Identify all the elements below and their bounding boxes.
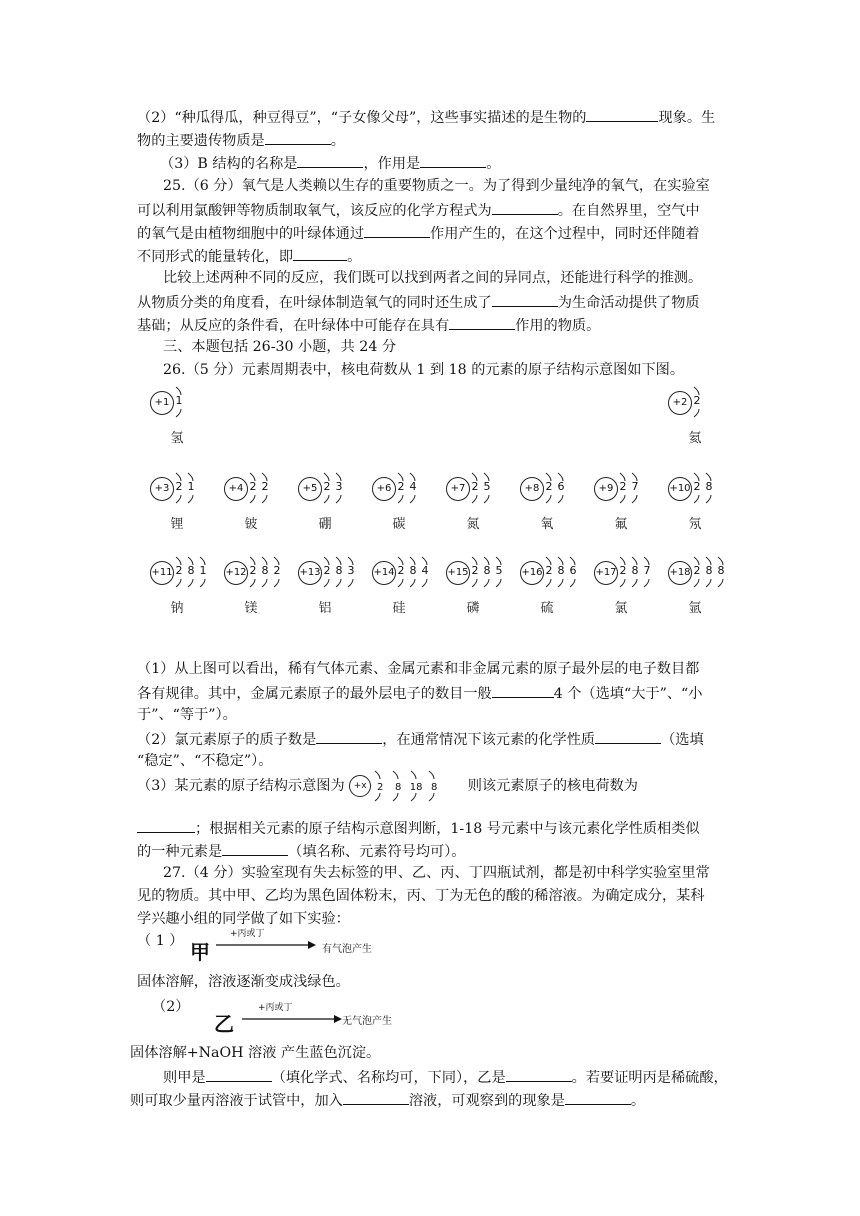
q24-line2: 物的主要遗传物质是 。	[137, 129, 345, 151]
answer-blank[interactable]	[137, 817, 195, 833]
reaction-result: 无气泡产生	[342, 1016, 392, 1027]
electron-count: 8	[394, 782, 402, 793]
electron-count: 2	[323, 564, 331, 577]
q27-line5: 则可取少量丙溶液于试管中，加入 溶液，可观察到的现象是 。	[130, 1089, 645, 1111]
q26-p2-line1: （2）氯元素原子的质子数是 ，在通常情况下该元素的化学性质 （选填	[137, 728, 704, 750]
answer-blank[interactable]	[316, 728, 382, 744]
atom-structure	[224, 471, 294, 537]
q25-line3: 的氧气是由植物细胞中的叶绿体通过 作用产生的，在这个过程中，同时还伴随着	[137, 222, 700, 244]
electron-count: 5	[495, 564, 503, 577]
nucleus-charge: +13	[298, 561, 322, 585]
nucleus-charge: +7	[446, 477, 470, 501]
electron-count: 7	[631, 480, 639, 493]
nucleus-charge: +15	[446, 561, 470, 585]
atom-structure	[520, 555, 590, 621]
electron-count: 2	[175, 564, 183, 577]
electron-count: 8	[557, 564, 565, 577]
nucleus-charge: +12	[224, 561, 248, 585]
q27-line3: 学兴趣小组的同学做了如下实验：	[137, 911, 350, 927]
electron-count: 2	[471, 564, 479, 577]
nucleus-charge: +18	[668, 561, 692, 585]
electron-count: 6	[557, 480, 565, 493]
electron-count: 7	[643, 564, 651, 577]
electron-count: 8	[430, 782, 438, 793]
element-name: 氖	[688, 517, 702, 532]
electron-count: 4	[409, 480, 417, 493]
nucleus-charge: +3	[150, 477, 174, 501]
element-name: 氯	[614, 601, 628, 616]
electron-count: 3	[335, 480, 343, 493]
q26-p1-line2: 各有规律。其中，金属元素原子的最外层电子的数目一般 4 个（选填“大于”、“小	[137, 682, 703, 704]
reaction-condition: +丙或丁	[230, 929, 265, 939]
electron-count: 1	[199, 564, 207, 577]
arrow-icon	[242, 1014, 342, 1024]
electron-count: 2	[397, 564, 405, 577]
arrow-icon	[216, 940, 316, 950]
reaction-condition: +丙或丁	[258, 1003, 293, 1013]
answer-blank[interactable]	[595, 728, 661, 744]
electron-count: 8	[187, 564, 195, 577]
electron-count: 2	[471, 480, 479, 493]
exp1-label: （ 1 ）	[137, 933, 184, 949]
electron-count: 8	[335, 564, 343, 577]
nucleus-charge: +5	[298, 477, 322, 501]
element-name: 铍	[244, 517, 258, 532]
element-name: 氟	[614, 517, 628, 532]
atom-structure	[594, 471, 664, 537]
reaction-result: 有气泡产生	[322, 944, 372, 955]
nucleus-charge: +1	[150, 391, 174, 415]
answer-blank[interactable]	[364, 222, 430, 238]
answer-blank[interactable]	[565, 1089, 631, 1105]
electron-count: 8	[409, 564, 417, 577]
answer-blank[interactable]	[586, 106, 658, 122]
electron-count: 2	[545, 564, 553, 577]
electron-count: 2	[397, 480, 405, 493]
electron-count: 8	[705, 564, 713, 577]
electron-count: 1	[175, 394, 183, 407]
element-name: 镁	[244, 601, 258, 616]
electron-count: 2	[249, 564, 257, 577]
nucleus-charge: +16	[520, 561, 544, 585]
exp2-observation: 固体溶解+NaOH 溶液 产生蓝色沉淀。	[130, 1045, 381, 1061]
nucleus-charge: +2	[668, 391, 692, 415]
answer-blank[interactable]	[492, 199, 558, 215]
q26-intro: 26.（5 分）元素周期表中，核电荷数从 1 到 18 的元素的原子结构示意图如下图。	[163, 362, 685, 378]
electron-count: 2	[693, 480, 701, 493]
atom-structure	[668, 555, 738, 621]
q26-p1-line3: 于”、“等于”）。	[137, 707, 237, 723]
q26-p3-line2: ；根据相关元素的原子结构示意图判断，1-18 号元素中与该元素化学性质相类似	[137, 817, 700, 839]
nucleus-charge: +10	[668, 477, 692, 501]
element-name: 氦	[688, 431, 702, 446]
element-name: 氩	[688, 601, 702, 616]
electron-count: 8	[705, 480, 713, 493]
element-name: 碳	[392, 517, 406, 532]
reagent-yi: 乙	[214, 1012, 234, 1036]
q26-p2-line2: “稳定”、“不稳定”）。	[137, 753, 273, 769]
electron-count: 6	[569, 564, 577, 577]
element-name: 硅	[392, 601, 406, 616]
q25-line7: 基础；从反应的条件看，在叶绿体中可能存在具有 作用的物质。	[137, 314, 600, 336]
electron-count: 8	[717, 564, 725, 577]
exp1-reaction	[190, 926, 410, 964]
electron-count: 2	[619, 480, 627, 493]
answer-blank[interactable]	[420, 152, 486, 168]
answer-blank[interactable]	[506, 1066, 572, 1082]
nucleus-charge: +9	[594, 477, 618, 501]
q25-line2: 可以利用氯酸钾等物质制取氧气，该反应的化学方程式为 。在自然界里，空气中	[137, 199, 700, 221]
atom-structure	[446, 471, 516, 537]
atom-structure	[298, 555, 368, 621]
q25-line6: 从物质分类的角度看，在叶绿体制造氧气的同时还生成了 为生命活动提供了物质	[137, 291, 700, 313]
q24-line1: （2）“种瓜得瓜，种豆得豆”，“子女像父母”，这些事实描述的是生物的 现象。生	[137, 106, 715, 128]
atom-structure	[298, 471, 368, 537]
electron-count: 2	[619, 564, 627, 577]
atom-structure	[150, 471, 220, 537]
electron-count: 2	[693, 564, 701, 577]
electron-count: 8	[631, 564, 639, 577]
exp2-reaction	[214, 1000, 434, 1034]
electron-count: 18	[409, 782, 423, 793]
unknown-atom-diagram	[349, 774, 449, 798]
element-name: 锂	[170, 517, 184, 532]
nucleus-charge: +11	[150, 561, 174, 585]
answer-blank[interactable]	[297, 152, 363, 168]
electron-count: 2	[323, 480, 331, 493]
electron-count: 2	[249, 480, 257, 493]
answer-blank[interactable]	[492, 682, 554, 698]
atom-structure	[446, 555, 516, 621]
element-name: 钠	[170, 601, 184, 616]
atomic-structure-diagram	[140, 385, 740, 635]
element-name: 硫	[540, 601, 554, 616]
section-heading: 三、本题包括 26-30 小题，共 24 分	[163, 339, 397, 355]
exp1-observation: 固体溶解，溶液逐渐变成浅绿色。	[137, 974, 350, 990]
q26-p3-line1: （3）某元素的原子结构示意图为 +x 2 8 18 8 则该元素原子的核电荷数为	[137, 774, 638, 798]
atom-structure	[668, 471, 738, 537]
atom-structure	[372, 471, 442, 537]
answer-blank[interactable]	[265, 129, 331, 145]
electron-count: 2	[693, 394, 701, 407]
atom-structure	[520, 471, 590, 537]
answer-blank[interactable]	[449, 314, 515, 330]
electron-count: 2	[376, 782, 384, 793]
q25-line5: 比较上述两种不同的反应，我们既可以找到两者之间的异同点，还能进行科学的推测。	[163, 270, 703, 286]
element-name: 氧	[540, 517, 554, 532]
nucleus-charge: +17	[594, 561, 618, 585]
exp2-label: （2）	[152, 999, 190, 1015]
answer-blank[interactable]	[206, 1066, 272, 1082]
atom-structure	[150, 385, 220, 451]
element-name: 氮	[466, 517, 480, 532]
answer-blank[interactable]	[293, 245, 347, 261]
element-name: 铝	[318, 601, 332, 616]
atom-structure	[224, 555, 294, 621]
electron-count: 8	[483, 564, 491, 577]
q25-line4: 不同形式的能量转化，即 。	[137, 245, 361, 267]
q25-line1: 25.（6 分）氧气是人类赖以生存的重要物质之一。为了得到少量纯净的氧气，在实验室	[163, 178, 710, 194]
answer-blank[interactable]	[343, 1089, 409, 1105]
answer-blank[interactable]	[222, 840, 288, 856]
electron-count: 1	[187, 480, 195, 493]
q27-line1: 27.（4 分）实验室现有失去标签的甲、乙、丙、丁四瓶试剂，都是初中科学实验室里常	[163, 865, 710, 881]
electron-count: 4	[421, 564, 429, 577]
electron-count: 8	[261, 564, 269, 577]
electron-count: 5	[483, 480, 491, 493]
atom-structure	[150, 555, 220, 621]
atom-structure	[668, 385, 738, 451]
q26-p1-line1: （1）从上图可以看出，稀有气体元素、金属元素和非金属元素的原子最外层的电子数目都	[137, 661, 700, 677]
nucleus-charge: +8	[520, 477, 544, 501]
electron-count: 3	[347, 564, 355, 577]
electron-count: 2	[261, 480, 269, 493]
atom-structure	[594, 555, 664, 621]
q27-line4: 则甲是 （填化学式、名称均可，下同），乙是 。若要证明丙是稀硫酸，	[163, 1066, 728, 1088]
electron-count: 2	[545, 480, 553, 493]
q24-line3: （3）B 结构的名称是 ，作用是 。	[160, 152, 500, 174]
q27-line2: 见的物质。其中甲、乙均为黑色固体粉末，丙、丁为无色的酸的稀溶液。为确定成分，某科	[137, 888, 705, 904]
nucleus-charge: +4	[224, 477, 248, 501]
nucleus-charge: +14	[372, 561, 396, 585]
electron-count: 2	[175, 480, 183, 493]
element-name: 氢	[170, 431, 184, 446]
atom-structure	[372, 555, 442, 621]
reagent-jia: 甲	[190, 940, 210, 964]
electron-count: 2	[273, 564, 281, 577]
nucleus-charge: +6	[372, 477, 396, 501]
element-name: 磷	[466, 601, 480, 616]
q26-p3-line3: 的一种元素是 （填名称、元素符号均可）。	[137, 840, 465, 862]
answer-blank[interactable]	[492, 291, 558, 307]
element-name: 硼	[318, 517, 332, 532]
nucleus-charge: +x	[349, 775, 371, 797]
